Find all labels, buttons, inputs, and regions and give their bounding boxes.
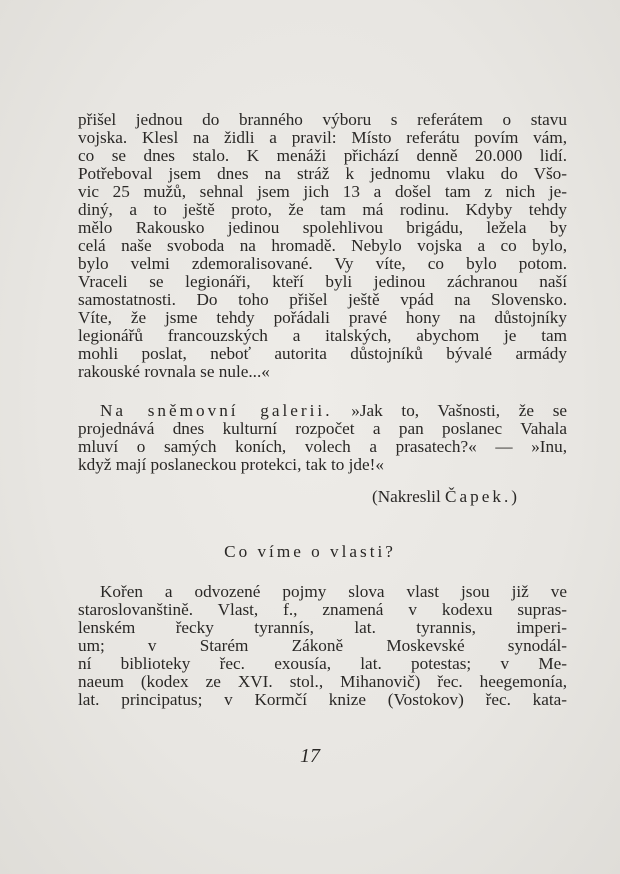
text-line: legionářů francouzských a italských, abychom je tam (78, 326, 567, 345)
credit-author: Čapek. (445, 487, 512, 506)
text-line: vojska. Klesl na židli a pravil: Místo referátu povím vám, (78, 128, 567, 147)
text-line: vic 25 mužů, sehnal jsem jich 13 a došel tam z nich je- (78, 182, 567, 201)
text-line: Vraceli se legionáři, kteří byli jedinou záchranou naší (78, 272, 567, 291)
lead-rest-text: »Jak to, Vašnosti, že se (351, 401, 568, 420)
text-line: um; v Starém Zákoně Moskevské synodál- (78, 636, 567, 655)
text-line: Potřeboval jsem dnes na stráž k jednomu vlaku do Všo- (78, 164, 567, 183)
text-line: naeum (kodex ze XVI. stol., Mihanovič) řec. heegemonía, (78, 672, 567, 691)
lead-spaced-text: Na sněmovní galerii. (100, 401, 333, 420)
illustration-credit (372, 487, 517, 506)
text-line: Víte, že jsme tehdy pořádali pravé hony na důstojníky (78, 308, 567, 327)
credit-prefix: (Nakreslil (372, 487, 441, 506)
text-line: mohli poslat, neboť autorita důstojníků bývalé armády (78, 344, 567, 363)
text-line: mluví o samých koních, volech a prasatech?« — »Inu, (78, 437, 567, 456)
text-line: diný, a to ještě proto, že tam má rodinu. Kdyby tehdy (78, 200, 567, 219)
text-line: staroslovanštině. Vlast, f., znamená v kodexu supras- (78, 600, 567, 619)
text-line: když mají poslaneckou protekci, tak to jde!« (78, 455, 384, 474)
text-line: Kořen a odvozené pojmy slova vlast jsou již ve (100, 582, 567, 601)
page-number: 17 (300, 745, 320, 767)
text-line: celá naše svoboda na hromadě. Nebylo vojska a co bylo, (78, 236, 567, 255)
text-line: přišel jednou do branného výboru s referátem o stavu (78, 110, 567, 129)
text-line: co se dnes stalo. K menáži přichází denně 20.000 lidí. (78, 146, 567, 165)
text-line: lenském řecky tyrannís, lat. tyrannis, imperi- (78, 618, 567, 637)
text-line: projednává dnes kulturní rozpočet a pan poslanec Vahala (78, 419, 567, 438)
text-line: bylo velmi zdemoralisované. Vy víte, co bylo potom. (78, 254, 567, 273)
text-line: lat. principatus; v Kormčí knize (Vostokov) řec. kata- (78, 690, 567, 709)
text-line: mělo Rakousko jedinou spolehlivou brigádu, ležela by (78, 218, 567, 237)
text-line-first (100, 401, 567, 420)
text-line: ní biblioteky řec. exousía, lat. potestas; v Me- (78, 654, 567, 673)
text-line: samostatnosti. Do toho přišel ještě vpád na Slovensko. (78, 290, 567, 309)
text-line: rakouské rovnala se nule...« (78, 362, 270, 381)
credit-suffix: ) (511, 487, 517, 506)
section-heading: Co víme o vlasti? (224, 542, 396, 561)
